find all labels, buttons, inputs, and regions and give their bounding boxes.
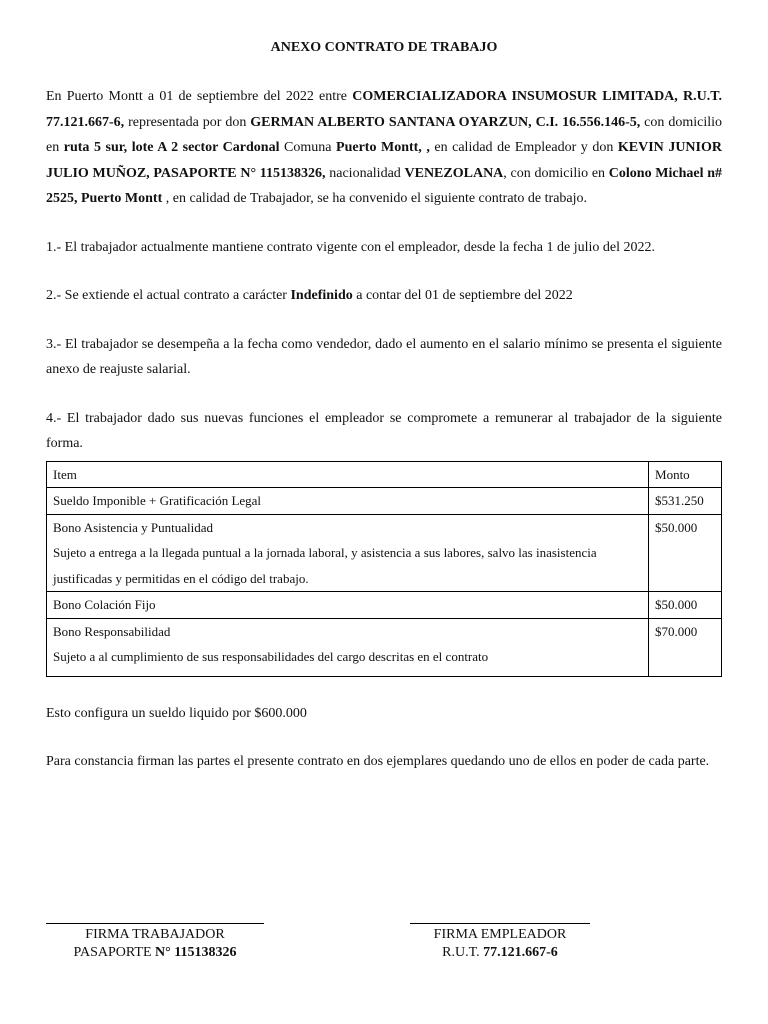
salary-summary: Esto configura un sueldo liquido por $600.000 [46, 705, 307, 721]
clause-2 [46, 283, 722, 309]
closing-paragraph: Para constancia firman las partes el presente contrato en dos ejemplares quedando uno de ellos en poder de cada parte. [46, 754, 710, 769]
intro-bold-run: COMERCIALIZADORA INSUMOSUR LIMITADA, R.U.T. 77.121.667-6, [46, 89, 722, 130]
worker-signature [46, 923, 264, 962]
clause-1: 1.- El trabajador actualmente mantiene contrato vigente con el empleador, desde la fecha 1 de julio del 2022. [46, 239, 655, 255]
intro-text-run: nacionalidad [325, 165, 405, 181]
row-item [47, 488, 649, 515]
intro-bold-run: ruta 5 sur, lote A 2 sector Cardonal [63, 140, 280, 155]
item-name: Bono Responsabilidad [53, 623, 171, 639]
intro-paragraph [46, 84, 722, 212]
intro-bold-run: Colono Michael n# 2525, Puerto Montt [46, 165, 723, 206]
worker-signature-label: FIRMA TRABAJADOR [85, 927, 225, 942]
item-name: Bono Asistencia y Puntualidad [53, 519, 213, 535]
table-row [47, 514, 722, 592]
table-header-item: Item [47, 461, 649, 488]
intro-text-run: En Puerto Montt a 01 de septiembre del 2022 entre [46, 89, 353, 104]
row-monto: $50.000 [649, 514, 722, 592]
contract-document [46, 40, 722, 798]
intro-text-run: representada por don [124, 114, 251, 130]
signature-line [410, 923, 590, 924]
clause-4: 4.- El trabajador dado sus nuevas funciones el empleador se compromete a remunerar al trabajador de la siguiente forma. [46, 410, 722, 451]
employer-id-value: 77.121.667-6 [483, 945, 558, 960]
intro-bold-run: GERMAN ALBERTO SANTANA OYARZUN, C.I. 16.556.146-5, [250, 114, 641, 130]
worker-id [46, 944, 264, 962]
table-header-row [47, 461, 722, 488]
employer-signature-label: FIRMA EMPLEADOR [433, 927, 567, 942]
employer-signature [410, 923, 590, 962]
worker-id-prefix: PASAPORTE [73, 945, 156, 960]
clause-3: 3.- El trabajador se desempeña a la fecha como vendedor, dado el aumento en el salario mínimo se presenta el siguiente anexo de reajuste salarial. [46, 336, 722, 377]
table-row [47, 592, 722, 619]
item-detail: Sujeto a al cumplimiento de sus responsabilidades del cargo descritas en el contrato [53, 649, 489, 664]
intro-text-run: , en calidad de Trabajador, se ha convenido el siguiente contrato de trabajo. [162, 191, 588, 206]
intro-bold-run: VENEZOLANA [404, 165, 504, 181]
item-detail: Sujeto a entrega a la llegada puntual a la jornada laboral, y asistencia a sus labores, salvo las inasistencia justificadas y permitidas en el código del trabajo. [53, 545, 597, 586]
salary-table [46, 461, 722, 677]
item-name: Bono Colación Fijo [53, 597, 156, 612]
intro-text-run: , con domicilio en [503, 165, 609, 181]
signature-line [46, 923, 264, 924]
table-row [47, 618, 722, 676]
table-row [47, 488, 722, 515]
employer-id [410, 944, 590, 962]
clause-2-term: Indefinido [290, 288, 353, 303]
item-name: Sueldo Imponible + Gratificación Legal [53, 493, 262, 508]
row-item [47, 592, 649, 619]
row-item [47, 618, 649, 676]
intro-text-run: en calidad de Empleador y don [429, 140, 618, 155]
clause-2-date: a contar del 01 de septiembre del 2022 [352, 288, 573, 303]
intro-text-run: Comuna [279, 140, 337, 155]
table-header-monto: Monto [649, 461, 722, 488]
row-monto: $70.000 [649, 618, 722, 676]
row-monto: $50.000 [649, 592, 722, 619]
intro-bold-run: KEVIN JUNIOR JULIO MUÑOZ, PASAPORTE N° 115138326, [46, 140, 722, 181]
worker-id-value: N° 115138326 [155, 945, 237, 960]
clause-2-text: 2.- Se extiende el actual contrato a carácter [46, 288, 291, 303]
employer-id-prefix: R.U.T. [442, 945, 484, 960]
intro-text-run: con domicilio en [46, 114, 722, 155]
intro-bold-run: Puerto Montt, , [336, 140, 430, 155]
row-monto: $531.250 [649, 488, 722, 515]
row-item [47, 514, 649, 592]
document-title: ANEXO CONTRATO DE TRABAJO [270, 40, 498, 55]
